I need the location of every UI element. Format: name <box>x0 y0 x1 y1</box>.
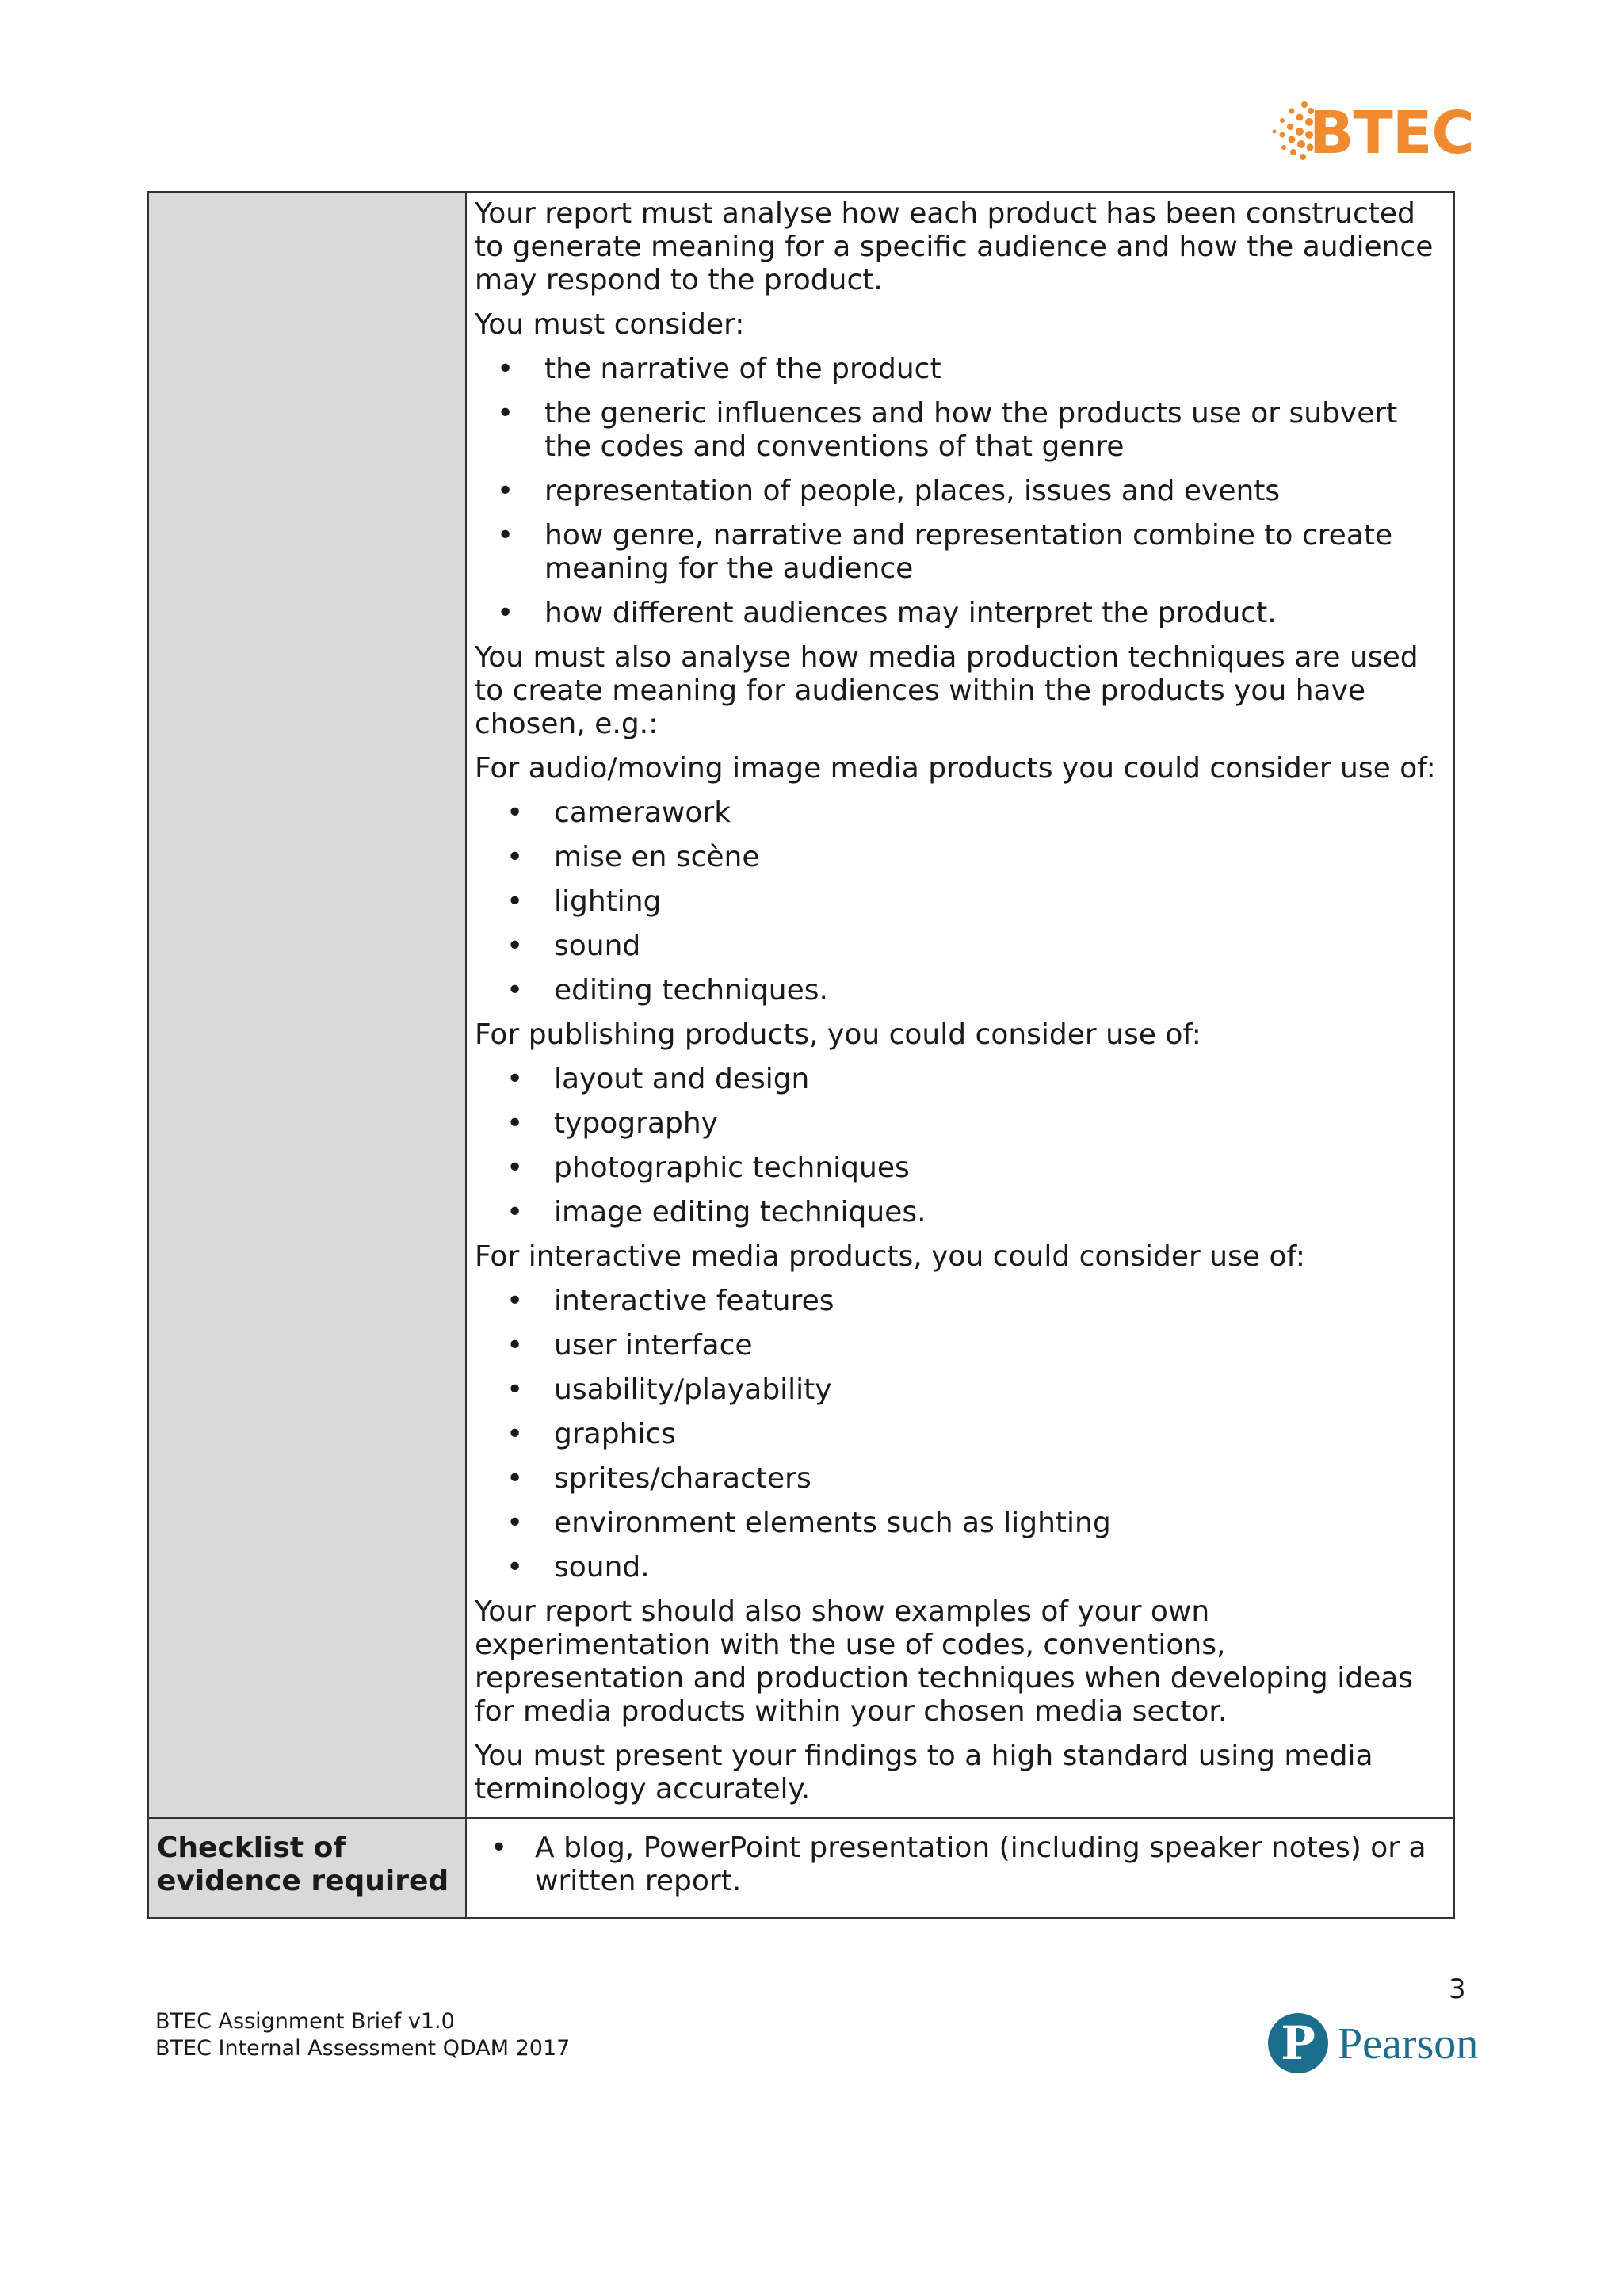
checklist-label-line1: Checklist of <box>157 1832 346 1864</box>
list-item: • A blog, PowerPoint presentation (including speaker notes) or a written report. <box>475 1832 1442 1898</box>
list-item: • mise en scène <box>475 841 1442 874</box>
list-item: • editing techniques. <box>475 974 1442 1007</box>
list-item: • sound <box>475 930 1442 963</box>
list-item: • representation of people, places, issues and events <box>475 475 1442 508</box>
document-footer <box>155 2008 570 2062</box>
publishing-list <box>475 1063 1442 1229</box>
footer-line-version: BTEC Assignment Brief v1.0 <box>155 2009 455 2034</box>
techniques-intro: You must also analyse how media production techniques are used to create meaning for audiences within the products you have chosen, e.g.: <box>475 641 1419 740</box>
list-item: • how genre, narrative and representation combine to create meaning for the audience <box>475 519 1442 586</box>
table-row <box>148 1818 1454 1918</box>
checklist-label-cell <box>148 1818 466 1918</box>
list-item: • photographic techniques <box>475 1152 1442 1185</box>
list-item: • lighting <box>475 885 1442 919</box>
list-item: • how different audiences may interpret the product. <box>475 597 1442 630</box>
list-item: • sound. <box>475 1551 1442 1584</box>
footer-line-qdam: BTEC Internal Assessment QDAM 2017 <box>155 2036 571 2061</box>
list-item: • typography <box>475 1107 1442 1140</box>
audio-list <box>475 797 1442 1007</box>
audio-label: For audio/moving image media products you could consider use of: <box>475 752 1436 785</box>
btec-logo-text: BTEC <box>1309 99 1474 167</box>
assignment-brief-table <box>147 191 1455 1919</box>
list-item: • graphics <box>475 1418 1442 1451</box>
btec-logo <box>1268 94 1482 173</box>
interactive-label: For interactive media products, you could consider use of: <box>475 1240 1305 1273</box>
checklist-label <box>157 1832 457 1898</box>
checklist-content-cell <box>466 1818 1454 1918</box>
publishing-label: For publishing products, you could consider use of: <box>475 1018 1201 1051</box>
checklist-label-line2: evidence required <box>157 1865 449 1897</box>
list-item: • sprites/characters <box>475 1462 1442 1496</box>
pearson-logo-text: Pearson <box>1338 2019 1479 2069</box>
page-number: 3 <box>1449 1973 1466 2005</box>
list-item: • the generic influences and how the products use or subvert the codes and conventions of that genre <box>475 397 1442 464</box>
findings-paragraph: You must present your findings to a high standard using media terminology accurately. <box>475 1740 1373 1805</box>
list-item: • environment elements such as lighting <box>475 1507 1442 1540</box>
checklist-list <box>475 1832 1442 1898</box>
list-item: • the narrative of the product <box>475 353 1442 386</box>
row-label-cell-empty <box>148 192 466 1818</box>
interactive-list <box>475 1285 1442 1584</box>
list-item: • user interface <box>475 1329 1442 1362</box>
list-item: • usability/playability <box>475 1373 1442 1407</box>
list-item: • interactive features <box>475 1285 1442 1318</box>
list-item: • camerawork <box>475 797 1442 830</box>
btec-dots-icon <box>1268 100 1316 163</box>
list-item: • image editing techniques. <box>475 1196 1442 1229</box>
experimentation-paragraph: Your report should also show examples of your own experimentation with the use of codes, conventions, representation and production techniques when developing ideas for media products within your chosen media sector. <box>475 1595 1414 1728</box>
brief-content-cell <box>466 192 1454 1818</box>
consider-list <box>475 353 1442 630</box>
pearson-logo <box>1268 2013 1482 2084</box>
brief-intro: Your report must analyse how each product has been constructed to generate meaning for a specific audience and how the audience may respond to the product. <box>475 197 1434 296</box>
pearson-p-letter: P <box>1281 2016 1316 2070</box>
table-row <box>148 192 1454 1818</box>
list-item: • layout and design <box>475 1063 1442 1096</box>
consider-label: You must consider: <box>475 308 745 341</box>
